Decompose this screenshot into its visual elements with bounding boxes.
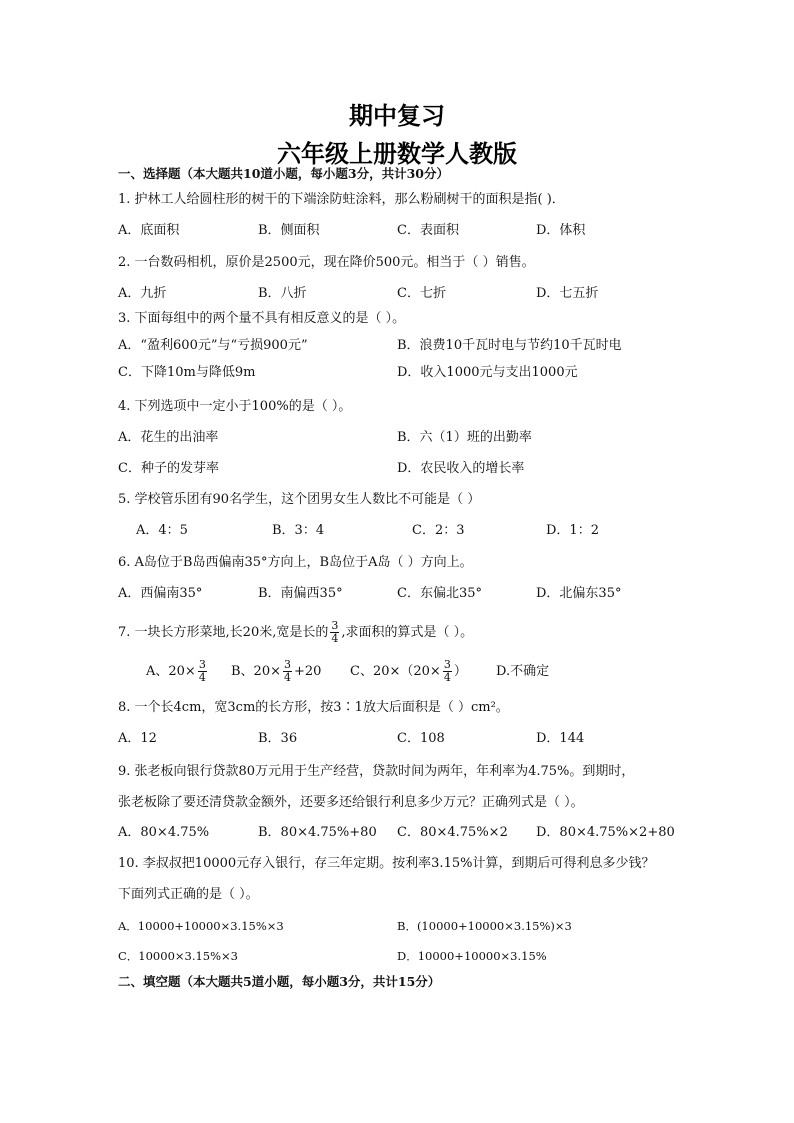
question-9-line-1: 9. 张老板向银行贷款80万元用于生产经营，贷款时间为两年，年利率为4.75%。到期时， (118, 764, 635, 779)
q1-option-b: B．侧面积 (258, 223, 320, 238)
q5-option-b: B．3：4 (272, 523, 325, 538)
q3-option-a: A．“盈利600元”与“亏损900元” (118, 338, 308, 353)
q8-option-b: B．36 (258, 731, 298, 746)
q2-option-d: D．七五折 (536, 286, 599, 301)
q8-option-c: C．108 (397, 731, 445, 746)
q7-option-b: B、20× $\frac{3}{4}$ +20 (231, 658, 322, 684)
q6-option-d: D．北偏东35° (536, 586, 622, 601)
q7-text-before: 7. 一块长方形菜地,长20米,宽是长的 (118, 625, 329, 640)
q7-fraction: $\frac{3}{4}$ (331, 619, 339, 645)
question-3: 3. 下面每组中的两个量不具有相反意义的是（ ）。 (118, 311, 406, 326)
q7-option-d: D.不确定 (496, 664, 550, 679)
q5-option-c: C．2：3 (412, 523, 465, 538)
question-7 (118, 620, 473, 646)
q5-option-a: A．4：5 (136, 523, 188, 538)
q6-option-c: C．东偏北35° (397, 586, 482, 601)
q4-option-d: D．农民收入的增长率 (397, 461, 525, 476)
question-10-line-2: 下面列式正确的是（ ）。 (118, 887, 259, 902)
page-title: 期中复习 (349, 101, 445, 130)
q6-option-b: B．南偏西35° (258, 586, 343, 601)
question-2: 2. 一台数码相机，原价是2500元，现在降价500元。相当于（ ）销售。 (118, 255, 535, 270)
q8-option-d: D．144 (536, 731, 585, 746)
q4-option-a: A．花生的出油率 (118, 430, 219, 445)
q8-option-a: A．12 (118, 731, 157, 746)
question-8: 8. 一个长4cm，宽3cm的长方形，按3∶1放大后面积是（ ）cm²。 (118, 700, 509, 715)
q10-option-c: C．10000×3.15%×3 (118, 949, 239, 963)
q3-option-c: C．下降10m与降低9m (118, 365, 256, 380)
q10-option-b: B．(10000+10000×3.15%)×3 (397, 919, 572, 933)
q9-option-c: C．80×4.75%×2 (397, 825, 508, 840)
q2-option-a: A．九折 (118, 286, 167, 301)
q7-option-c: C、20×（20× $\frac{3}{4}$ ） (350, 658, 467, 684)
q10-option-a: A．10000+10000×3.15%×3 (118, 919, 284, 933)
question-1: 1. 护林工人给圆柱形的树干的下端涂防蛀涂料，那么粉刷树干的面积是指( )． (118, 192, 565, 207)
q9-option-a: A．80×4.75% (118, 825, 210, 840)
question-5: 5. 学校管乐团有90名学生，这个团男女生人数比不可能是（ ） (118, 492, 481, 507)
q2-option-b: B．八折 (258, 286, 307, 301)
question-10-line-1: 10. 李叔叔把10000元存入银行，存三年定期。按利率3.15%计算，到期后可得利息多少钱？ (118, 856, 655, 871)
q9-option-d: D．80×4.75%×2+80 (536, 825, 675, 840)
page-subtitle: 六年级上册数学人教版 (277, 139, 517, 168)
q7-option-a: A、20× $\frac{3}{4}$ (146, 658, 206, 684)
q3-option-d: D．收入1000元与支出1000元 (397, 365, 578, 380)
q6-option-a: A．西偏南35° (118, 586, 203, 601)
q7-text-after: ,求面积的算式是（ ）。 (341, 625, 474, 640)
question-9-line-2: 张老板除了要还清贷款金额外，还要多还给银行利息多少万元？正确列式是（ ）。 (118, 795, 584, 810)
q4-option-c: C．种子的发芽率 (118, 461, 219, 476)
question-6: 6. A岛位于B岛西偏南35°方向上，B岛位于A岛（ ）方向上。 (118, 555, 473, 570)
question-4: 4. 下列选项中一定小于100%的是（ ）。 (118, 399, 352, 414)
section-heading-choice: 一、选择题（本大题共10道小题，每小题3分，共计30分） (118, 166, 449, 181)
q1-option-c: C．表面积 (397, 223, 459, 238)
q9-option-b: B．80×4.75%+80 (258, 825, 377, 840)
q1-option-a: A．底面积 (118, 223, 180, 238)
q5-option-d: D．1：2 (546, 523, 599, 538)
q10-option-d: D．10000+10000×3.15% (397, 949, 547, 963)
q2-option-c: C．七折 (397, 286, 446, 301)
q4-option-b: B．六（1）班的出勤率 (397, 430, 532, 445)
section-heading-fill: 二、填空题（本大题共5道小题，每小题3分，共计15分） (118, 974, 441, 989)
q3-option-b: B．浪费10千瓦时电与节约10千瓦时电 (397, 338, 622, 353)
q1-option-d: D．体积 (536, 223, 586, 238)
